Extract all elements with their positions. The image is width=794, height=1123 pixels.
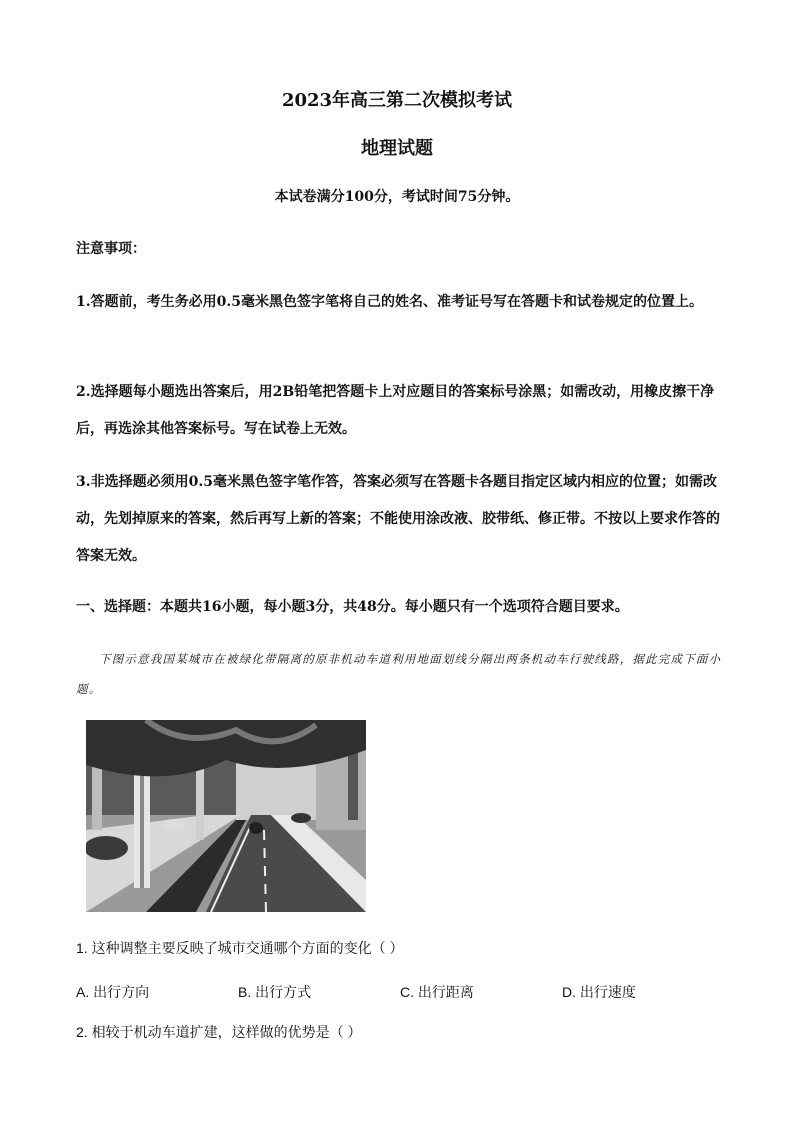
question-1-option-c: C. 出行距离 xyxy=(400,984,474,1000)
question-1-text: 1. 这种调整主要反映了城市交通哪个方面的变化（ ） xyxy=(76,940,404,956)
notice-item: 2.选择题每小题选出答案后，用2B铅笔把答题卡上对应题目的答案标号涂黑；如需改动，用橡皮擦干净后，再选涂其他答案标号。写在试卷上无效。 xyxy=(76,384,715,437)
notice-heading: 注意事项： xyxy=(76,241,146,257)
subject-title: 地理试题 xyxy=(361,138,433,159)
question-1-option-b: B. 出行方式 xyxy=(238,984,312,1000)
notice-item: 3.非选择题必须用0.5毫米黑色签字笔作答，答案必须写在答题卡各题目指定区域内相应的位置；如需改动，先划掉原来的答案，然后再写上新的答案；不能使用涂改液、胶带纸、修正带。不按以上要求作答的答案无效。 xyxy=(76,474,720,564)
street-photo xyxy=(86,720,366,912)
exam-info: 本试卷满分100分，考试时间75分钟。 xyxy=(274,189,520,205)
question-1-option-d: D. 出行速度 xyxy=(562,984,636,1000)
question-2-text: 2. 相较于机动车道扩建，这样做的优势是（ ） xyxy=(76,1024,362,1040)
question-1-option-a: A. 出行方向 xyxy=(76,984,150,1000)
section-heading: 一、选择题：本题共16小题，每小题3分，共48分。每小题只有一个选项符合题目要求。 xyxy=(76,599,629,615)
exam-title: 2023年高三第二次模拟考试 xyxy=(281,90,513,111)
question-intro: 下图示意我国某城市在被绿化带隔离的原非机动车道利用地面划线分隔出两条机动车行驶线路，据此完成下面小题。 xyxy=(76,652,722,696)
notice-item: 1.答题前，考生务必用0.5毫米黑色签字笔将自己的姓名、准考证号写在答题卡和试卷规定的位置上。 xyxy=(76,294,703,310)
